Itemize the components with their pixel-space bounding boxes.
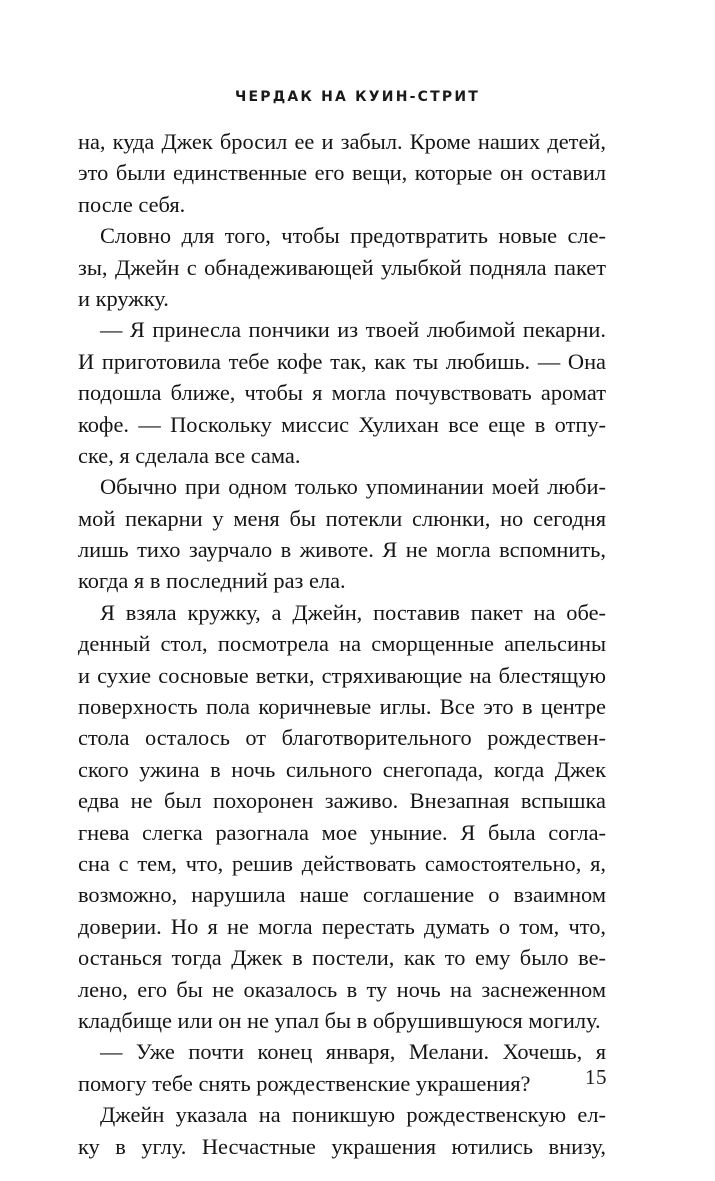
text-line: ского ужина в ночь сильного снегопада, когда Джек <box>78 756 606 782</box>
text-line: это были единственные его вещи, которые он оставил <box>78 160 606 186</box>
text-line: лишь тихо заурчало в животе. Я не могла вспомнить, <box>78 537 606 563</box>
text-line: Джейн указала на поникшую рождественскую ел- <box>100 1102 606 1128</box>
text-line: Словно для того, чтобы предотвратить новые сле- <box>100 223 606 249</box>
text-line: и сухие сосновые ветки, стряхивающие на блестящую <box>78 662 606 688</box>
text-line: — Я принесла пончики из твоей любимой пекарни. <box>100 317 606 343</box>
body-text <box>78 126 606 1162</box>
text-line: стола осталось от благотворительного рождествен- <box>78 725 606 751</box>
text-line: кофе. — Поскольку миссис Хулихан все еще в отпу- <box>78 411 606 437</box>
text-line: И приготовила тебе кофе так, как ты любишь. — Она <box>78 348 606 374</box>
text-line: зы, Джейн с обнадеживающей улыбкой подняла пакет <box>78 254 606 280</box>
text-line: мой пекарни у меня бы потекли слюнки, но сегодня <box>78 505 606 531</box>
text-line: возможно, нарушила наше соглашение о взаимном <box>78 882 606 908</box>
text-line: Я взяла кружку, а Джейн, поставив пакет на обе- <box>100 599 606 625</box>
text-line: подошла ближе, чтобы я могла почувствовать аромат <box>78 380 606 406</box>
text-line: денный стол, посмотрела на сморщенные апельсины <box>78 631 606 657</box>
text-line: кладбище или он не упал бы в обрушившуюся могилу. <box>78 1007 601 1033</box>
text-line: гнева слегка разогнала мое уныние. Я была согла- <box>78 819 606 845</box>
text-line: после себя. <box>78 191 186 217</box>
text-line: поверхность пола коричневые иглы. Все это в центре <box>78 694 606 720</box>
text-line: сна с тем, что, решив действовать самостоятельно, я, <box>78 850 606 876</box>
text-line: помогу тебе снять рождественские украшения? <box>78 1070 531 1096</box>
running-head-title: ЧЕРДАК НА КУИН-СТРИТ <box>234 89 481 105</box>
text-line: — Уже почти конец января, Мелани. Хочешь, я <box>100 1039 606 1065</box>
text-line: Обычно при одном только упоминании моей люби- <box>100 474 606 500</box>
text-line: едва не был похоронен заживо. Внезапная вспышка <box>78 788 606 814</box>
text-line: доверии. Но я не могла перестать думать о том, что, <box>78 913 606 939</box>
text-line: ске, я сделала все сама. <box>78 442 301 468</box>
text-line: ку в углу. Несчастные украшения ютились внизу, <box>78 1133 606 1159</box>
text-line: останься тогда Джек в постели, как то ему было ве- <box>78 945 606 971</box>
text-line: когда я в последний раз ела. <box>78 568 346 594</box>
text-line: лено, его бы не оказалось в ту ночь на заснеженном <box>78 976 606 1002</box>
text-line: и кружку. <box>78 285 169 311</box>
text-line: на, куда Джек бросил ее и забыл. Кроме наших детей, <box>78 129 606 154</box>
page-number: 15 <box>585 1065 607 1089</box>
